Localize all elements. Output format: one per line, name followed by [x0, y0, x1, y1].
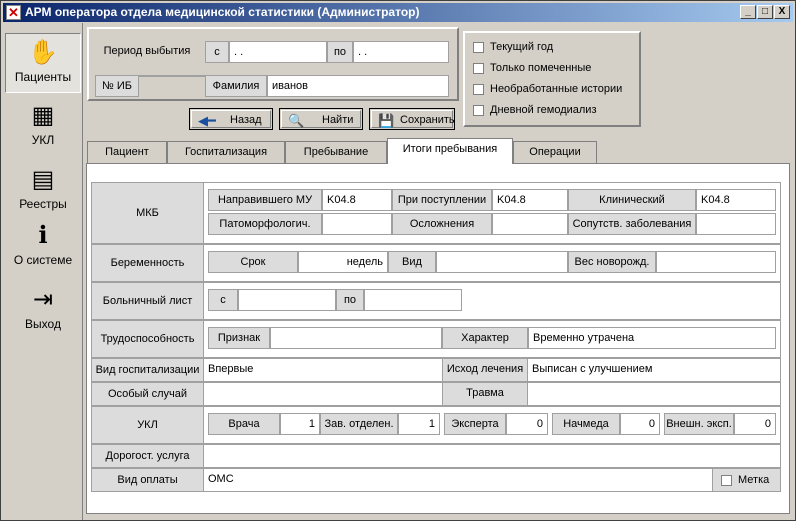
sidebar-item-exit[interactable]: [5, 281, 81, 341]
sick-from-input[interactable]: [238, 289, 336, 311]
tab-operations[interactable]: Операции: [513, 141, 597, 163]
doctor-label: Врача: [208, 413, 280, 435]
nachmed-input[interactable]: 0: [620, 413, 660, 435]
checkbox-box[interactable]: [473, 84, 484, 95]
back-button-label: Назад: [230, 114, 262, 126]
magnifier-icon: 🔍: [288, 113, 305, 128]
checkbox-box[interactable]: [721, 475, 732, 486]
nature-input[interactable]: Временно утрачена: [528, 327, 776, 349]
sidebar-item-label: О системе: [13, 253, 73, 267]
sidebar-item-label: Пациенты: [14, 70, 72, 84]
hand-icon: ✋: [28, 39, 58, 66]
ukl-row: [91, 406, 781, 444]
term-label: Срок: [208, 251, 298, 273]
unprocessed-checkbox[interactable]: [473, 80, 622, 98]
ukl-label: УКЛ: [92, 407, 204, 443]
trauma-input[interactable]: [528, 383, 780, 405]
surname-label: Фамилия: [205, 75, 267, 97]
app-icon: ✕: [6, 5, 21, 20]
doctor-input[interactable]: 1: [280, 413, 320, 435]
mkb-label: МКБ: [92, 183, 204, 243]
mark-checkbox[interactable]: [712, 469, 780, 491]
period-from-label: с: [205, 41, 229, 63]
tab-hospitalization[interactable]: Госпитализация: [167, 141, 285, 163]
payment-input[interactable]: ОМС: [204, 469, 710, 491]
sick-to-input[interactable]: [364, 289, 462, 311]
trauma-label: Травма: [442, 383, 528, 405]
sender-mu-label: Направившего МУ: [208, 189, 322, 211]
hosp-type-row: [91, 358, 781, 382]
costly-service-label: Дорогост. услуга: [92, 445, 204, 467]
clinical-label: Клинический: [568, 189, 696, 211]
costly-service-row: [91, 444, 781, 468]
head-input[interactable]: 1: [398, 413, 440, 435]
checkbox-box[interactable]: [473, 63, 484, 74]
newborn-weight-input[interactable]: [656, 251, 776, 273]
outcome-input[interactable]: Выписан с улучшением: [528, 359, 780, 381]
sign-input[interactable]: [270, 327, 442, 349]
admit-label: При поступлении: [392, 189, 492, 211]
patho-input[interactable]: [322, 213, 392, 235]
window-title: АРМ оператора отдела медицинской статистики (Администратор): [25, 5, 420, 19]
special-case-input[interactable]: [204, 383, 444, 405]
period-from-input[interactable]: . .: [229, 41, 327, 63]
sidebar-item-label: Реестры: [19, 197, 67, 211]
sign-label: Признак: [208, 327, 270, 349]
minimize-button[interactable]: _: [740, 5, 756, 19]
ib-input[interactable]: [139, 75, 205, 77]
marked-only-checkbox[interactable]: [473, 59, 591, 77]
work-capacity-row: [91, 320, 781, 358]
sidebar: [3, 23, 83, 520]
sidebar-item-label: УКЛ: [31, 133, 55, 147]
term-input[interactable]: недель: [298, 251, 388, 273]
payment-row: [91, 468, 781, 492]
kind-label: Вид: [388, 251, 436, 273]
checkbox-box[interactable]: [473, 105, 484, 116]
find-button-label: Найти: [322, 114, 354, 126]
pregnancy-row: [91, 244, 781, 282]
checkbox-label: Текущий год: [490, 41, 554, 53]
checkbox-label: Дневной гемодиализ: [490, 104, 597, 116]
period-label: Период выбытия: [103, 45, 191, 57]
registry-icon: ▤: [31, 166, 55, 193]
special-case-row: [91, 382, 781, 406]
surname-input[interactable]: иванов: [267, 75, 449, 97]
tab-stay[interactable]: Пребывание: [285, 141, 387, 163]
tab-patient[interactable]: Пациент: [87, 141, 167, 163]
save-button-label: Сохранить: [400, 114, 455, 126]
sidebar-item-label: Выход: [25, 317, 61, 331]
sidebar-item-registries[interactable]: [5, 161, 81, 221]
ib-label: № ИБ: [95, 75, 139, 97]
back-button[interactable]: [189, 108, 273, 130]
special-case-label: Особый случай: [92, 383, 204, 405]
admit-input[interactable]: K04.8: [492, 189, 568, 211]
sick-leave-row: [91, 282, 781, 320]
patho-label: Патоморфологич.: [208, 213, 322, 235]
hosp-type-input[interactable]: Впервые: [204, 359, 444, 381]
tab-stay-results[interactable]: Итоги пребывания: [387, 138, 513, 164]
sidebar-item-about[interactable]: [5, 217, 81, 277]
costly-service-input[interactable]: [204, 445, 780, 467]
concomitant-input[interactable]: [696, 213, 776, 235]
head-label: Зав. отделен.: [320, 413, 398, 435]
info-icon: ℹ: [38, 222, 48, 249]
pregnancy-label: Беременность: [92, 245, 204, 281]
nature-label: Характер: [442, 327, 528, 349]
arrow-left-icon: ◀━: [198, 113, 216, 128]
checkbox-label: Только помеченные: [490, 62, 592, 74]
sick-leave-label: Больничный лист: [92, 283, 204, 319]
find-button[interactable]: [279, 108, 363, 130]
current-year-checkbox[interactable]: [473, 38, 553, 56]
complications-input[interactable]: [492, 213, 568, 235]
sick-to-label: по: [336, 289, 364, 311]
expert-input[interactable]: 0: [506, 413, 548, 435]
newborn-weight-label: Вес новорожд.: [568, 251, 656, 273]
maximize-button[interactable]: □: [757, 5, 773, 19]
mkb-row: [91, 182, 781, 244]
sender-mu-input[interactable]: K04.8: [322, 189, 392, 211]
hemodialysis-checkbox[interactable]: [473, 101, 597, 119]
floppy-disk-icon: 💾: [378, 113, 395, 128]
hosp-type-label: Вид госпитализации: [92, 359, 204, 381]
kind-input[interactable]: [436, 251, 568, 273]
external-exp-label: Внешн. эксп.: [664, 413, 734, 435]
search-filter-panel: [87, 27, 459, 101]
sidebar-item-ukl[interactable]: [5, 97, 81, 157]
outcome-label: Исход лечения: [442, 359, 528, 381]
period-to-label: по: [327, 41, 353, 63]
stay-results-panel: [86, 163, 790, 514]
nachmed-label: Начмеда: [552, 413, 620, 435]
external-exp-input[interactable]: 0: [734, 413, 776, 435]
concomitant-label: Сопутств. заболевания: [568, 213, 696, 235]
options-panel: [463, 31, 641, 127]
payment-label: Вид оплаты: [92, 469, 204, 491]
close-button[interactable]: X: [774, 5, 790, 19]
clinical-input[interactable]: K04.8: [696, 189, 776, 211]
checkbox-box[interactable]: [473, 42, 484, 53]
save-button[interactable]: [369, 108, 455, 130]
period-to-input[interactable]: . .: [353, 41, 449, 63]
mark-label: Метка: [738, 474, 770, 486]
checkbox-label: Необработанные истории: [490, 83, 623, 95]
exit-icon: ⇥: [32, 286, 54, 313]
title-bar: [3, 3, 793, 22]
expert-label: Эксперта: [444, 413, 506, 435]
sidebar-item-patients[interactable]: [5, 33, 81, 93]
sick-from-label: с: [208, 289, 238, 311]
calendar-icon: ▦: [31, 102, 55, 129]
complications-label: Осложнения: [392, 213, 492, 235]
work-capacity-label: Трудоспособность: [92, 321, 204, 357]
